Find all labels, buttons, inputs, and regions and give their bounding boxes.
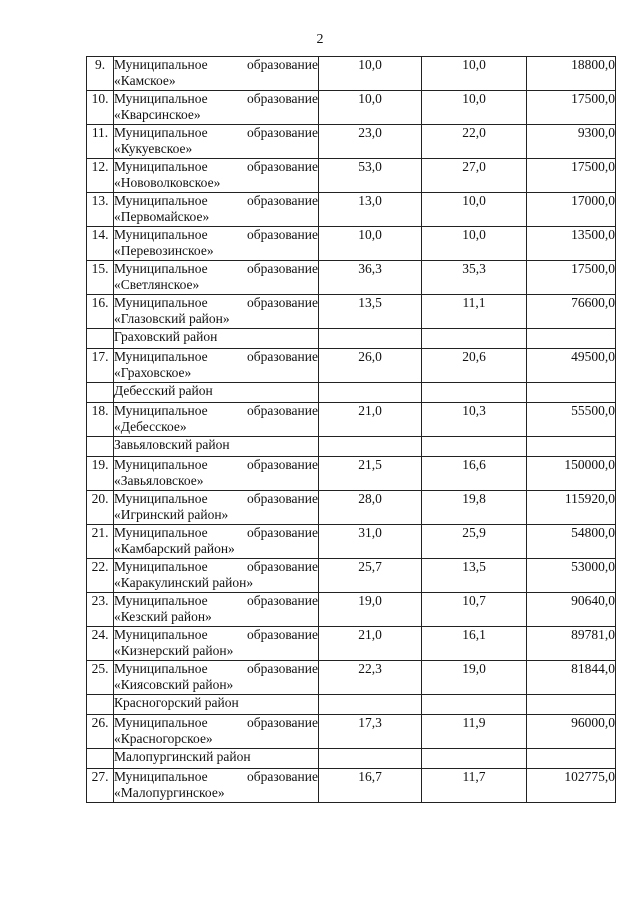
value-a-cell: 16,7	[319, 769, 422, 803]
district-row	[87, 329, 616, 349]
table-row	[87, 457, 616, 491]
amount-cell: 55500,0	[527, 403, 616, 437]
amount-cell: 9300,0	[527, 125, 616, 159]
name-word-2: образование	[247, 715, 318, 730]
row-number-empty	[87, 383, 114, 403]
municipality-name	[114, 125, 319, 159]
amount-cell: 150000,0	[527, 457, 616, 491]
amount-cell: 96000,0	[527, 715, 616, 749]
row-number: 23.	[87, 593, 114, 627]
value-b-cell: 27,0	[422, 159, 527, 193]
municipality-name	[114, 525, 319, 559]
municipality-name	[114, 57, 319, 91]
value-b-cell: 20,6	[422, 349, 527, 383]
table-row	[87, 261, 616, 295]
value-a-cell: 21,0	[319, 627, 422, 661]
name-word-2: образование	[247, 491, 318, 506]
district-name: Малопургинский район	[114, 749, 319, 769]
amount-cell: 76600,0	[527, 295, 616, 329]
name-word-2: образование	[247, 769, 318, 784]
value-a-cell: 19,0	[319, 593, 422, 627]
value-b-cell: 19,0	[422, 661, 527, 695]
empty-cell	[527, 695, 616, 715]
name-word-1: Муниципальное	[114, 715, 208, 730]
row-number: 13.	[87, 193, 114, 227]
municipality-name	[114, 91, 319, 125]
amount-cell: 53000,0	[527, 559, 616, 593]
value-a-cell: 26,0	[319, 349, 422, 383]
district-name: Граховский район	[114, 329, 319, 349]
empty-cell	[422, 749, 527, 769]
municipality-title: «Кизнерский район»	[114, 643, 234, 658]
municipality-title: «Кезский район»	[114, 609, 212, 624]
municipality-title: «Светлянское»	[114, 277, 200, 292]
empty-cell	[422, 695, 527, 715]
amount-cell: 13500,0	[527, 227, 616, 261]
table-row	[87, 159, 616, 193]
amount-cell: 89781,0	[527, 627, 616, 661]
value-b-cell: 11,7	[422, 769, 527, 803]
amount-cell: 49500,0	[527, 349, 616, 383]
empty-cell	[422, 437, 527, 457]
municipality-name	[114, 491, 319, 525]
row-number: 14.	[87, 227, 114, 261]
municipality-title: «Камбарский район»	[114, 541, 235, 556]
municipality-title: «Граховское»	[114, 365, 192, 380]
municipality-title: «Перевозинское»	[114, 243, 214, 258]
municipality-title: «Красногорское»	[114, 731, 213, 746]
district-row	[87, 437, 616, 457]
value-a-cell: 53,0	[319, 159, 422, 193]
value-b-cell: 22,0	[422, 125, 527, 159]
name-word-1: Муниципальное	[114, 261, 208, 276]
municipality-title: «Кварсинское»	[114, 107, 201, 122]
amount-cell: 102775,0	[527, 769, 616, 803]
municipality-name	[114, 295, 319, 329]
row-number: 21.	[87, 525, 114, 559]
table-row	[87, 227, 616, 261]
value-a-cell: 36,3	[319, 261, 422, 295]
table-row	[87, 593, 616, 627]
value-b-cell: 10,7	[422, 593, 527, 627]
name-word-1: Муниципальное	[114, 193, 208, 208]
row-number: 19.	[87, 457, 114, 491]
municipality-title: «Каракулинский район»	[114, 575, 254, 590]
name-word-1: Муниципальное	[114, 559, 208, 574]
table-row	[87, 349, 616, 383]
name-word-2: образование	[247, 349, 318, 364]
district-row	[87, 695, 616, 715]
name-word-1: Муниципальное	[114, 91, 208, 106]
name-word-2: образование	[247, 91, 318, 106]
table-row	[87, 91, 616, 125]
amount-cell: 18800,0	[527, 57, 616, 91]
municipality-title: «Киясовский район»	[114, 677, 234, 692]
row-number: 15.	[87, 261, 114, 295]
name-word-2: образование	[247, 403, 318, 418]
value-a-cell: 10,0	[319, 227, 422, 261]
name-word-1: Муниципальное	[114, 57, 208, 72]
municipality-name	[114, 769, 319, 803]
table-row	[87, 125, 616, 159]
municipality-title: «Кукуевское»	[114, 141, 193, 156]
amount-cell: 17500,0	[527, 261, 616, 295]
name-word-1: Муниципальное	[114, 295, 208, 310]
name-word-1: Муниципальное	[114, 525, 208, 540]
district-name: Дебесский район	[114, 383, 319, 403]
amount-cell: 90640,0	[527, 593, 616, 627]
value-a-cell: 21,5	[319, 457, 422, 491]
name-word-2: образование	[247, 261, 318, 276]
empty-cell	[422, 329, 527, 349]
row-number-empty	[87, 437, 114, 457]
municipality-title: «Дебесское»	[114, 419, 187, 434]
table-row	[87, 559, 616, 593]
district-row	[87, 383, 616, 403]
municipality-name	[114, 661, 319, 695]
municipality-name	[114, 159, 319, 193]
value-a-cell: 25,7	[319, 559, 422, 593]
value-a-cell: 10,0	[319, 57, 422, 91]
value-b-cell: 10,0	[422, 91, 527, 125]
table-row	[87, 627, 616, 661]
table-row	[87, 491, 616, 525]
empty-cell	[319, 437, 422, 457]
row-number: 25.	[87, 661, 114, 695]
value-a-cell: 28,0	[319, 491, 422, 525]
table-row	[87, 661, 616, 695]
value-b-cell: 10,0	[422, 57, 527, 91]
table-row	[87, 57, 616, 91]
value-b-cell: 25,9	[422, 525, 527, 559]
table-row	[87, 295, 616, 329]
empty-cell	[319, 383, 422, 403]
row-number: 16.	[87, 295, 114, 329]
district-name: Красногорский район	[114, 695, 319, 715]
name-word-1: Муниципальное	[114, 227, 208, 242]
amount-cell: 115920,0	[527, 491, 616, 525]
municipality-name	[114, 627, 319, 661]
municipality-title: «Игринский район»	[114, 507, 229, 522]
name-word-1: Муниципальное	[114, 769, 208, 784]
value-a-cell: 17,3	[319, 715, 422, 749]
amount-cell: 17000,0	[527, 193, 616, 227]
name-word-1: Муниципальное	[114, 491, 208, 506]
table-row	[87, 525, 616, 559]
amount-cell: 17500,0	[527, 159, 616, 193]
value-b-cell: 10,0	[422, 193, 527, 227]
name-word-2: образование	[247, 193, 318, 208]
municipality-title: «Глазовский район»	[114, 311, 230, 326]
value-a-cell: 10,0	[319, 91, 422, 125]
name-word-2: образование	[247, 559, 318, 574]
row-number: 20.	[87, 491, 114, 525]
name-word-1: Муниципальное	[114, 593, 208, 608]
value-b-cell: 16,6	[422, 457, 527, 491]
municipality-name	[114, 261, 319, 295]
name-word-2: образование	[247, 525, 318, 540]
name-word-1: Муниципальное	[114, 159, 208, 174]
table-row	[87, 403, 616, 437]
name-word-2: образование	[247, 661, 318, 676]
name-word-2: образование	[247, 457, 318, 472]
row-number-empty	[87, 329, 114, 349]
name-word-2: образование	[247, 593, 318, 608]
district-row	[87, 749, 616, 769]
name-word-2: образование	[247, 627, 318, 642]
amount-cell: 54800,0	[527, 525, 616, 559]
value-a-cell: 23,0	[319, 125, 422, 159]
row-number: 27.	[87, 769, 114, 803]
row-number: 11.	[87, 125, 114, 159]
name-word-1: Муниципальное	[114, 349, 208, 364]
municipality-title: «Первомайское»	[114, 209, 210, 224]
empty-cell	[319, 695, 422, 715]
empty-cell	[422, 383, 527, 403]
empty-cell	[319, 749, 422, 769]
name-word-1: Муниципальное	[114, 661, 208, 676]
municipality-title: «Камское»	[114, 73, 176, 88]
empty-cell	[527, 749, 616, 769]
empty-cell	[527, 437, 616, 457]
empty-cell	[527, 329, 616, 349]
row-number: 22.	[87, 559, 114, 593]
name-word-1: Муниципальное	[114, 125, 208, 140]
municipality-name	[114, 559, 319, 593]
row-number: 10.	[87, 91, 114, 125]
name-word-2: образование	[247, 295, 318, 310]
municipality-title: «Нововолковское»	[114, 175, 221, 190]
value-a-cell: 13,5	[319, 295, 422, 329]
row-number: 24.	[87, 627, 114, 661]
municipality-name	[114, 403, 319, 437]
name-word-1: Муниципальное	[114, 403, 208, 418]
name-word-1: Муниципальное	[114, 457, 208, 472]
municipality-name	[114, 457, 319, 491]
name-word-2: образование	[247, 159, 318, 174]
name-word-1: Муниципальное	[114, 627, 208, 642]
district-name: Завьяловский район	[114, 437, 319, 457]
value-b-cell: 11,9	[422, 715, 527, 749]
municipality-name	[114, 715, 319, 749]
value-a-cell: 13,0	[319, 193, 422, 227]
row-number: 17.	[87, 349, 114, 383]
value-b-cell: 13,5	[422, 559, 527, 593]
value-a-cell: 22,3	[319, 661, 422, 695]
value-b-cell: 35,3	[422, 261, 527, 295]
table-row	[87, 715, 616, 749]
name-word-2: образование	[247, 227, 318, 242]
name-word-2: образование	[247, 125, 318, 140]
value-b-cell: 16,1	[422, 627, 527, 661]
municipality-name	[114, 349, 319, 383]
municipality-name	[114, 593, 319, 627]
value-a-cell: 21,0	[319, 403, 422, 437]
value-b-cell: 11,1	[422, 295, 527, 329]
table-row	[87, 193, 616, 227]
value-b-cell: 10,3	[422, 403, 527, 437]
empty-cell	[319, 329, 422, 349]
name-word-2: образование	[247, 57, 318, 72]
municipality-name	[114, 227, 319, 261]
row-number: 12.	[87, 159, 114, 193]
value-b-cell: 10,0	[422, 227, 527, 261]
row-number: 9.	[87, 57, 114, 91]
row-number: 18.	[87, 403, 114, 437]
municipality-title: «Завьяловское»	[114, 473, 204, 488]
page-number: 2	[316, 32, 324, 47]
table-body	[87, 57, 616, 803]
amount-cell: 81844,0	[527, 661, 616, 695]
row-number-empty	[87, 695, 114, 715]
value-b-cell: 19,8	[422, 491, 527, 525]
municipality-name	[114, 193, 319, 227]
value-a-cell: 31,0	[319, 525, 422, 559]
table-row	[87, 769, 616, 803]
amount-cell: 17500,0	[527, 91, 616, 125]
allocation-table	[86, 56, 616, 803]
empty-cell	[527, 383, 616, 403]
row-number: 26.	[87, 715, 114, 749]
row-number-empty	[87, 749, 114, 769]
municipality-title: «Малопургинское»	[114, 785, 225, 800]
